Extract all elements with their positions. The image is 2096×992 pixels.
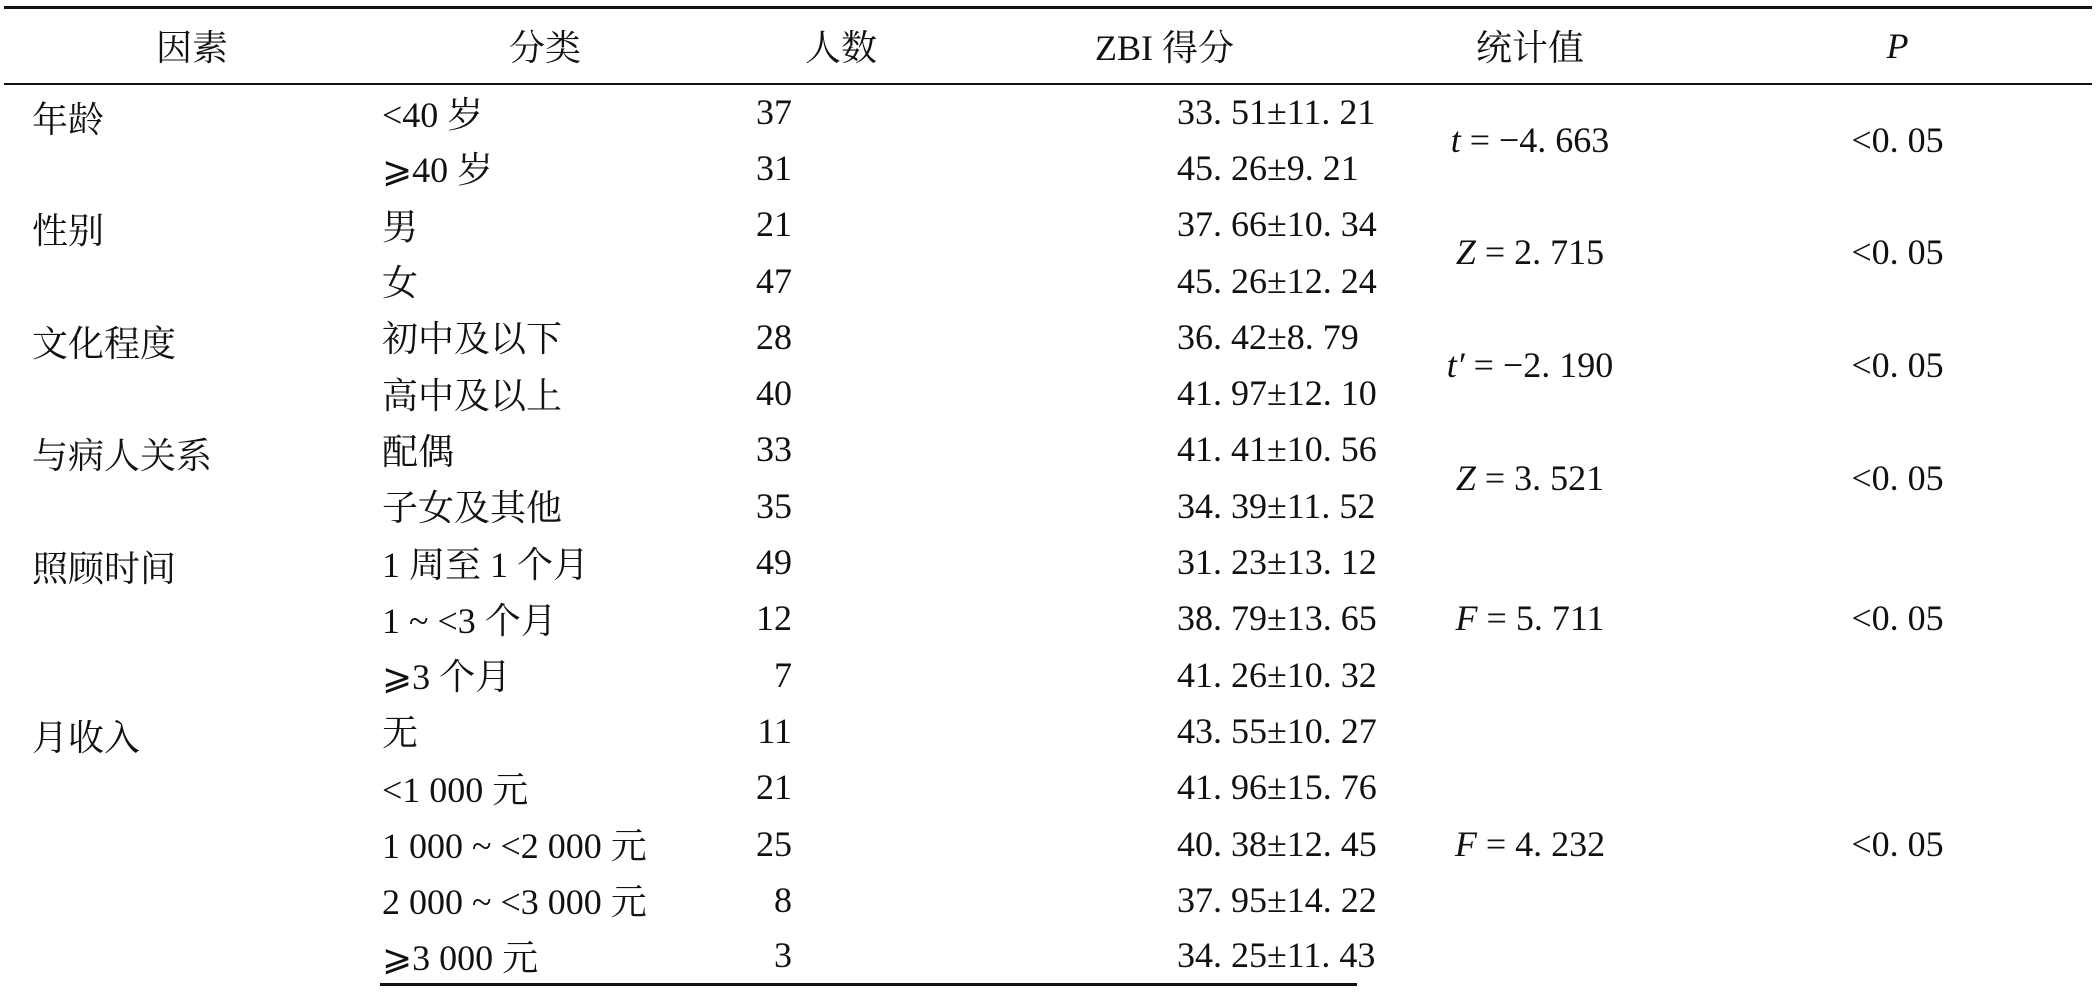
factor-cell: 文化程度 — [32, 323, 177, 364]
category-cell: 配偶 — [382, 431, 455, 472]
p-value-cell: <0. 05 — [1851, 232, 1944, 273]
statistic-cell — [1357, 196, 1703, 309]
header-count: 人数 — [710, 8, 972, 84]
statistic-symbol: F — [1454, 823, 1477, 864]
count-cell: 35 — [756, 485, 792, 526]
factor-cell: 性别 — [32, 211, 105, 252]
factor-cell: 年龄 — [32, 99, 105, 140]
header-p-value: P — [1703, 8, 2092, 84]
statistic-symbol: F — [1455, 598, 1478, 639]
p-value-cell: <0. 05 — [1851, 598, 1944, 639]
zbi-score-cell: 37. 95±14. 22 — [1177, 879, 1377, 920]
count-cell: 21 — [756, 204, 792, 245]
statistic-symbol: t′ — [1446, 344, 1465, 385]
table-row — [4, 703, 2092, 759]
p-value-cell: <0. 05 — [1851, 457, 1944, 498]
zbi-score-cell: 33. 51±11. 21 — [1177, 92, 1376, 133]
zbi-score-cell: 40. 38±12. 45 — [1177, 823, 1377, 864]
count-cell: 12 — [756, 598, 792, 639]
statistic-value: = −4. 663 — [1460, 120, 1610, 161]
statistic-value: = 2. 715 — [1475, 232, 1605, 273]
category-cell: 无 — [382, 713, 419, 754]
zbi-score-cell: 41. 96±15. 76 — [1177, 767, 1377, 808]
count-cell: 37 — [756, 92, 792, 133]
statistic-value: = 3. 521 — [1475, 457, 1605, 498]
category-cell: <1 000 元 — [382, 769, 529, 810]
header-zbi-score: ZBI 得分 — [972, 8, 1357, 84]
category-cell: 女 — [382, 263, 419, 304]
table-row — [4, 309, 2092, 365]
statistic-cell — [1357, 421, 1703, 534]
statistic-value: = −2. 190 — [1464, 344, 1614, 385]
zbi-score-cell: 31. 23±13. 12 — [1177, 542, 1377, 583]
count-cell: 21 — [756, 767, 792, 808]
category-cell: 初中及以下 — [382, 319, 563, 360]
zbi-factor-table — [4, 6, 2092, 986]
factor-cell: 月收入 — [32, 717, 141, 758]
statistic-symbol: Z — [1455, 457, 1476, 498]
category-cell: ⩾40 岁 — [382, 150, 494, 191]
zbi-score-cell: 34. 39±11. 52 — [1177, 485, 1376, 526]
zbi-score-cell: 34. 25±11. 43 — [972, 928, 1357, 984]
table-row — [4, 534, 2092, 590]
category-cell: 1 000 ~ <2 000 元 — [382, 826, 647, 866]
category-cell: 子女及其他 — [382, 488, 563, 529]
statistic-cell — [1357, 703, 1703, 984]
table-row — [4, 84, 2092, 140]
count-cell: 7 — [774, 654, 792, 695]
count-cell: 28 — [756, 316, 792, 357]
statistic-value: = 5. 711 — [1477, 598, 1605, 639]
zbi-score-cell: 45. 26±12. 24 — [1177, 260, 1377, 301]
zbi-score-cell: 36. 42±8. 79 — [1177, 316, 1359, 357]
count-cell: 40 — [756, 373, 792, 414]
zbi-score-cell: 43. 55±10. 27 — [1177, 710, 1377, 751]
category-cell: ⩾3 个月 — [382, 657, 512, 698]
table-row — [4, 421, 2092, 477]
category-cell: 男 — [382, 206, 419, 247]
category-cell: <40 岁 — [382, 94, 484, 135]
table-header-row — [4, 8, 2092, 84]
statistic-cell — [1357, 84, 1703, 197]
header-factor: 因素 — [4, 8, 380, 84]
category-cell: ⩾3 000 元 — [380, 928, 710, 984]
category-cell: 2 000 ~ <3 000 元 — [382, 882, 647, 923]
header-statistic: 统计值 — [1357, 8, 1703, 84]
count-cell: 11 — [757, 710, 792, 751]
statistic-value: = 4. 232 — [1476, 823, 1606, 864]
p-value-cell: <0. 05 — [1851, 344, 1944, 385]
zbi-score-cell: 45. 26±9. 21 — [1177, 147, 1359, 188]
zbi-score-cell: 41. 97±12. 10 — [1177, 373, 1377, 414]
category-cell: 高中及以上 — [382, 375, 563, 416]
count-cell: 33 — [756, 429, 792, 470]
statistic-cell — [1357, 309, 1703, 422]
count-cell: 3 — [710, 928, 972, 984]
statistic-cell — [1357, 534, 1703, 703]
zbi-score-cell: 38. 79±13. 65 — [1177, 598, 1377, 639]
count-cell: 49 — [756, 542, 792, 583]
category-cell: 1 周至 1 个月 — [382, 544, 590, 585]
count-cell: 8 — [774, 879, 792, 920]
count-cell: 47 — [756, 260, 792, 301]
statistic-symbol: Z — [1455, 232, 1476, 273]
p-value-cell: <0. 05 — [1851, 120, 1944, 161]
statistic-symbol: t — [1450, 120, 1461, 161]
count-cell: 31 — [756, 147, 792, 188]
factor-cell: 照顾时间 — [32, 548, 177, 589]
category-cell: 1 ~ <3 个月 — [382, 600, 557, 641]
zbi-score-cell: 41. 41±10. 56 — [1177, 429, 1377, 470]
zbi-score-cell: 37. 66±10. 34 — [1177, 204, 1377, 245]
data-table-container — [4, 6, 2092, 986]
p-value-cell: <0. 05 — [1851, 823, 1944, 864]
table-body — [4, 84, 2092, 985]
header-category: 分类 — [380, 8, 710, 84]
zbi-score-cell: 41. 26±10. 32 — [1177, 654, 1377, 695]
table-row — [4, 196, 2092, 252]
count-cell: 25 — [756, 823, 792, 864]
factor-cell: 与病人关系 — [32, 436, 213, 477]
